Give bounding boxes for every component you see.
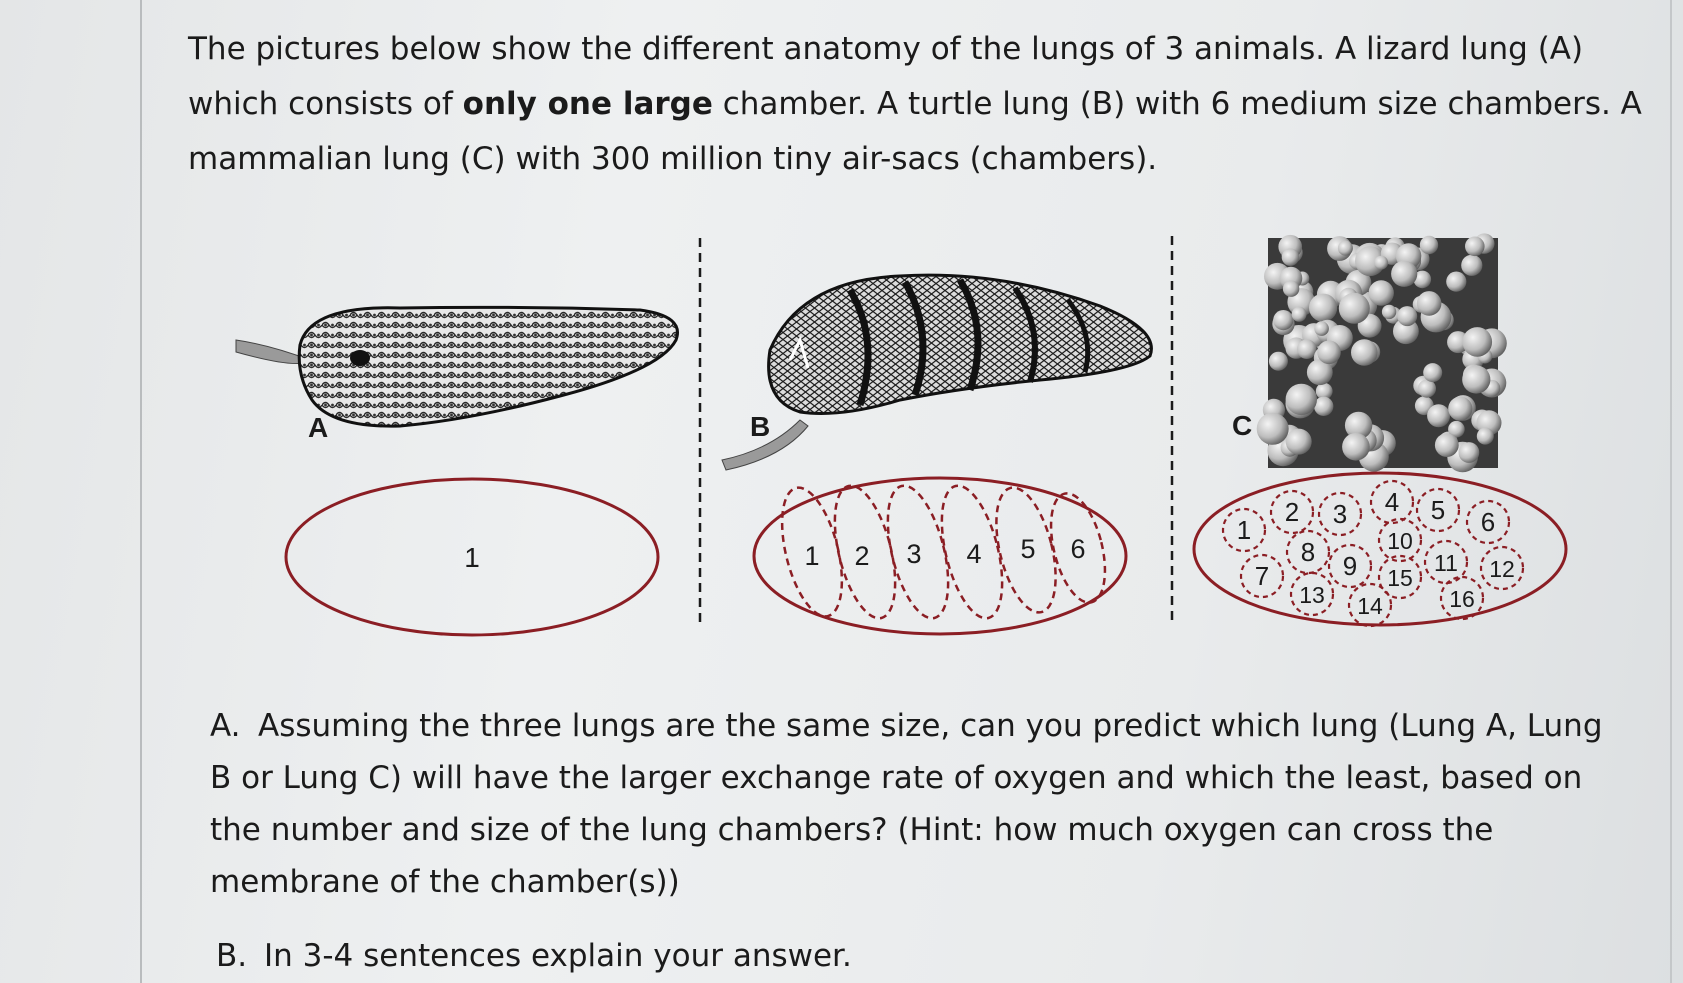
lung-c-chamber-12: 12 xyxy=(1489,556,1515,582)
alveolus xyxy=(1459,442,1480,463)
lung-b-chamber-2: 2 xyxy=(854,541,870,571)
alveolus xyxy=(1397,306,1417,326)
alveolus xyxy=(1435,433,1459,457)
lung-c-chamber-8: 8 xyxy=(1300,537,1316,567)
lung-c-chamber-13: 13 xyxy=(1299,582,1325,608)
alveolus xyxy=(1420,236,1438,254)
panel-a-label: A xyxy=(308,412,329,443)
alveolus xyxy=(1446,272,1466,292)
alveolus xyxy=(1286,429,1312,455)
intro-text-2: chamber. A turtle lung (B) with 6 medium size chambers. A mammalian lung (C) with 300 million tiny air-sacs (chambers). xyxy=(188,86,1642,177)
alveolus xyxy=(1418,380,1436,398)
lung-c-chamber-4: 4 xyxy=(1384,487,1400,517)
lung-b-chambers xyxy=(771,480,1115,625)
alveolus xyxy=(1351,339,1378,366)
alveolus xyxy=(1465,237,1485,257)
lung-c-chamber-11: 11 xyxy=(1434,550,1458,576)
alveolus xyxy=(1292,307,1307,322)
alveolus xyxy=(1427,404,1450,427)
lung-b-chamber-5: 5 xyxy=(1020,534,1036,564)
alveolus xyxy=(1297,339,1317,359)
lung-c-chambers xyxy=(1223,481,1523,626)
alveolus xyxy=(1342,433,1370,461)
alveolus xyxy=(1257,413,1289,445)
lung-b-chamber-4: 4 xyxy=(966,539,982,569)
lung-c-chamber-5: 5 xyxy=(1430,495,1446,525)
lung-c-chamber-10: 10 xyxy=(1387,528,1413,554)
intro-text-1: The pictures below show the different anatomy of the lungs of 3 animals. A lizard lung (A) which consists of xyxy=(188,31,1584,122)
lung-c-chamber-16: 16 xyxy=(1449,586,1475,612)
turtle-lung-body xyxy=(769,275,1152,413)
alveolus xyxy=(1463,327,1493,357)
question-b-label: B. xyxy=(216,938,248,974)
alveolus xyxy=(1269,352,1288,371)
panel-a-lizard-lung-drawing xyxy=(236,307,678,426)
question-a xyxy=(210,700,1630,908)
question-a-label: A. xyxy=(210,708,241,744)
question-b xyxy=(216,930,1416,982)
alveolus xyxy=(1374,256,1388,270)
alveolus xyxy=(1382,305,1396,319)
alveolus xyxy=(1417,291,1442,316)
lung-c-chamber-6: 6 xyxy=(1480,507,1496,537)
panel-c-label: C xyxy=(1232,410,1253,441)
alveolus xyxy=(1462,365,1490,393)
lung-c-chamber-14: 14 xyxy=(1357,593,1383,619)
lung-a-opening xyxy=(350,350,370,366)
lung-c-chamber-9: 9 xyxy=(1342,551,1358,581)
lizard-lung-sac xyxy=(299,307,677,426)
alveolus xyxy=(1339,293,1370,324)
alveolus xyxy=(1273,310,1293,330)
alveolus xyxy=(1286,384,1317,415)
lung-c-chamber-2: 2 xyxy=(1284,497,1300,527)
alveolus xyxy=(1391,261,1417,287)
alveolus xyxy=(1461,255,1482,276)
panel-c-alveoli-micrograph xyxy=(1257,233,1507,472)
lung-b-chamber-3: 3 xyxy=(906,539,922,569)
alveolus xyxy=(1317,341,1341,365)
lung-b-chamber-6: 6 xyxy=(1070,534,1086,564)
alveolus xyxy=(1423,363,1442,382)
alveolus xyxy=(1338,241,1353,256)
alveolus xyxy=(1283,281,1299,297)
alveolus xyxy=(1477,428,1494,445)
alveolus xyxy=(1448,397,1472,421)
lung-b-chamber-1: 1 xyxy=(804,541,820,571)
panel-b-label: B xyxy=(750,411,771,442)
lung-c-chamber-3: 3 xyxy=(1332,499,1348,529)
alveolus xyxy=(1309,294,1337,322)
lung-c-chamber-7: 7 xyxy=(1254,561,1270,591)
question-b-text: In 3-4 sentences explain your answer. xyxy=(264,938,852,974)
alveolus xyxy=(1369,280,1394,305)
question-a-text: Assuming the three lungs are the same size, can you predict which lung (Lung A, Lung B or Lung C) will have the larger exchange rate of oxygen and which the least, based on the number and size of the lung chambers? (Hint: how much oxygen can cross the membrane of the chamber(s)) xyxy=(210,708,1603,900)
lung-a-chamber-1: 1 xyxy=(464,542,480,573)
lung-c-chamber-15: 15 xyxy=(1387,565,1413,591)
panel-b-turtle-lung-drawing xyxy=(722,275,1151,470)
lung-c-chamber-1: 1 xyxy=(1236,515,1252,545)
alveolus xyxy=(1314,321,1329,336)
alveolus xyxy=(1282,249,1299,266)
intro-bold-text: only one large xyxy=(462,86,713,122)
